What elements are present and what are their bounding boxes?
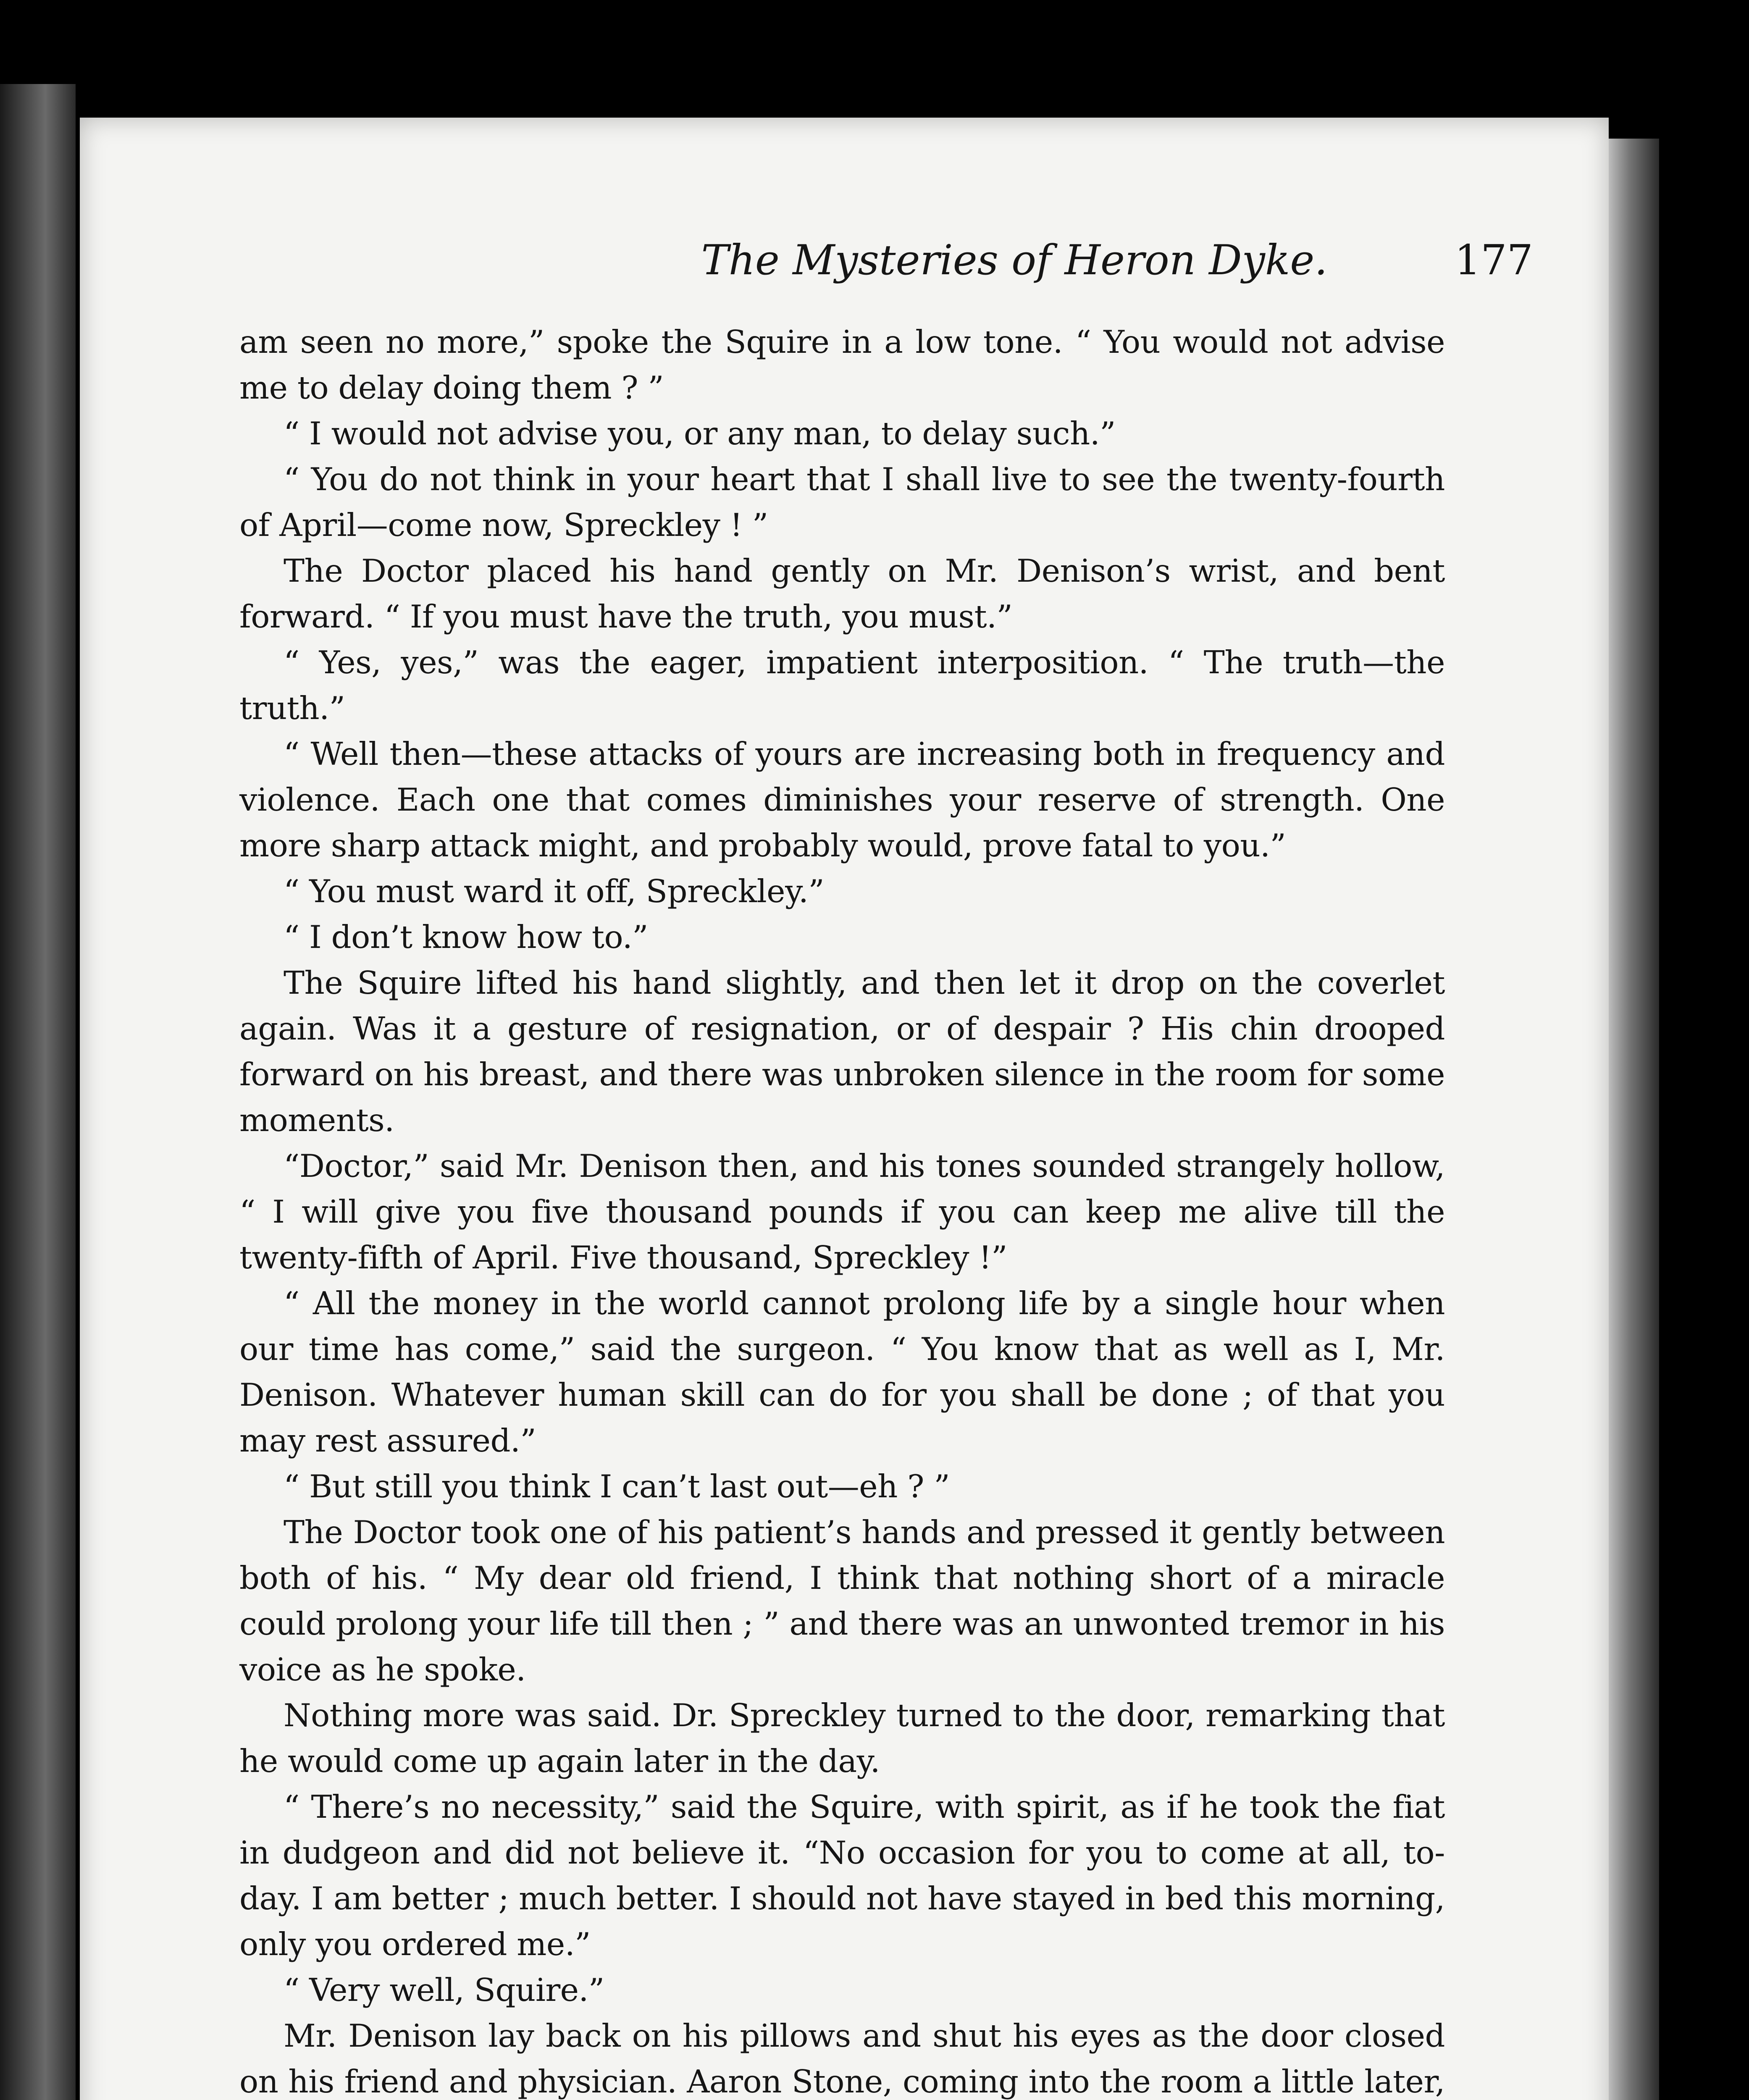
paragraph: Mr. Denison lay back on his pillows and shut his eyes as the door closed on his friend and physician. Aaron Stone, coming into the room a little later, bbox=[239, 2017, 1445, 2100]
paragraph: “ I would not advise you, or any man, to delay such.” bbox=[284, 415, 1116, 452]
page-number: 177 bbox=[1454, 236, 1533, 284]
page-right-edge bbox=[1609, 139, 1659, 2100]
paragraph: “ Yes, yes,” was the eager, impatient interposition. “ The truth—the truth.” bbox=[239, 644, 1445, 727]
paragraph: Nothing more was said. Dr. Spreckley turned to the door, remarking that he would come up again later in the day. bbox=[239, 1697, 1445, 1780]
paragraph: “ Very well, Squire.” bbox=[284, 1971, 604, 2008]
paragraph: “Doctor,” said Mr. Denison then, and his tones sounded strangely hollow, “ I will give you five thousand pounds if you can keep me alive till the twenty-fifth of April. Five thousand, Spreckley !” bbox=[239, 1147, 1445, 1276]
paragraph: “ But still you think I can’t last out—eh ? ” bbox=[284, 1468, 950, 1505]
paragraph: The Doctor placed his hand gently on Mr. Denison’s wrist, and bent forward. “ If you must have the truth, you must.” bbox=[239, 552, 1445, 635]
paragraph: am seen no more,” spoke the Squire in a low tone. “ You would not advise me to delay doing them ? ” bbox=[239, 323, 1445, 406]
running-head bbox=[239, 231, 1533, 298]
running-title: The Mysteries of Heron Dyke. bbox=[701, 236, 1328, 284]
paragraph: “ You do not think in your heart that I shall live to see the twenty-fourth of April—come now, Spreckley ! ” bbox=[239, 461, 1445, 543]
body-text bbox=[239, 319, 1445, 2100]
paragraph: The Squire lifted his hand slightly, and then let it drop on the coverlet again. Was it a gesture of resignation, or of despair ? His chin drooped forward on his breast, and there was unbroken silence in the room for some moments. bbox=[239, 964, 1445, 1139]
book-page bbox=[80, 118, 1609, 2100]
paragraph: “ All the money in the world cannot prolong life by a single hour when our time has come,” said the surgeon. “ You know that as well as I, Mr. Denison. Whatever human skill can do for you shall be done ; of that you may rest assured.” bbox=[239, 1285, 1445, 1459]
paragraph: The Doctor took one of his patient’s hands and pressed it gently between both of his. “ My dear old friend, I think that nothing short of a miracle could prolong your life till then ; ” and there was an unwonted tremor in his voice as he spoke. bbox=[239, 1514, 1445, 1688]
paragraph: “ Well then—these attacks of yours are increasing both in frequency and violence. Each one that comes diminishes your reserve of strength. One more sharp attack might, and probably would, prove fatal to you.” bbox=[239, 735, 1445, 864]
paragraph: “ I don’t know how to.” bbox=[284, 919, 649, 956]
paragraph: “ You must ward it off, Spreckley.” bbox=[284, 873, 825, 910]
paragraph: “ There’s no necessity,” said the Squire, with spirit, as if he took the fiat in dudgeon and did not believe it. “No occasion for you to come at all, to-day. I am better ; much better. I should not have stayed in bed this morning, only you ordered me.” bbox=[239, 1788, 1445, 1963]
book-left-edge bbox=[0, 84, 76, 2100]
